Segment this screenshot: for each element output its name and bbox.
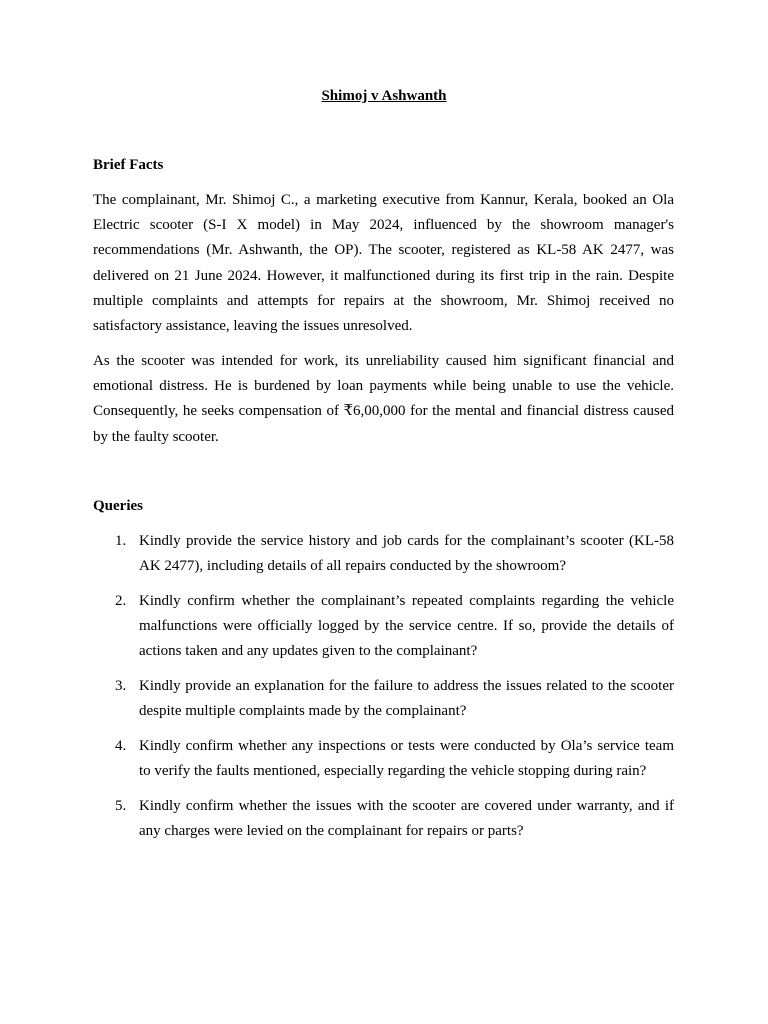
queries-heading: Queries: [93, 498, 143, 514]
query-number: 5.: [115, 798, 127, 815]
query-number: 2.: [115, 593, 127, 609]
query-number: 1.: [115, 533, 127, 549]
query-text: Kindly provide an explanation for the failure to address the issues related to the scooter despite multiple complaints made by the complainant?: [139, 678, 674, 720]
query-item: [93, 589, 674, 665]
query-number: 4.: [115, 738, 127, 755]
brief-facts-heading: Brief Facts: [93, 157, 164, 173]
query-text: Kindly confirm whether the complainant’s repeated complaints regarding the vehicle malfunctions were officially logged by the service centre. If so, provide the details of actions taken and any updates given to the complainant?: [139, 593, 674, 660]
query-item: [93, 674, 674, 724]
query-item: [93, 734, 674, 784]
brief-facts-paragraph-1: The complainant, Mr. Shimoj C., a marketing executive from Kannur, Kerala, booked an Ola Electric scooter (S-I X model) in May 2024, influenced by the showroom manager's recommendations (Mr. Ashwanth, the OP). The scooter, registered as KL-58 AK 2477, was delivered on 21 June 2024. However, it malfunctioned during its first trip in the rain. Despite multiple complaints and attempts for repairs at the showroom, Mr. Shimoj received no satisfactory assistance, leaving the issues unresolved.: [93, 192, 674, 335]
query-text: Kindly provide the service history and job cards for the complainant’s scooter (KL-58 AK 2477), including details of all repairs conducted by the showroom?: [139, 533, 674, 575]
query-text: Kindly confirm whether the issues with the scooter are covered under warranty, and if any charges were levied on the complainant for repairs or parts?: [139, 798, 674, 840]
document-title: Shimoj v Ashwanth: [321, 88, 447, 104]
brief-facts-paragraph-2: As the scooter was intended for work, its unreliability caused him significant financial and emotional distress. He is burdened by loan payments while being unable to use the vehicle. Consequently, he seeks compensation of ₹6,00,000 for the mental and financial distress caused by the faulty scooter.: [93, 353, 674, 445]
query-text: Kindly confirm whether any inspections or tests were conducted by Ola’s service team to verify the faults mentioned, especially regarding the vehicle stopping during rain?: [139, 738, 674, 780]
queries-list: [93, 529, 674, 854]
query-item: [93, 794, 674, 844]
query-item: [93, 529, 674, 579]
query-number: 3.: [115, 678, 127, 695]
